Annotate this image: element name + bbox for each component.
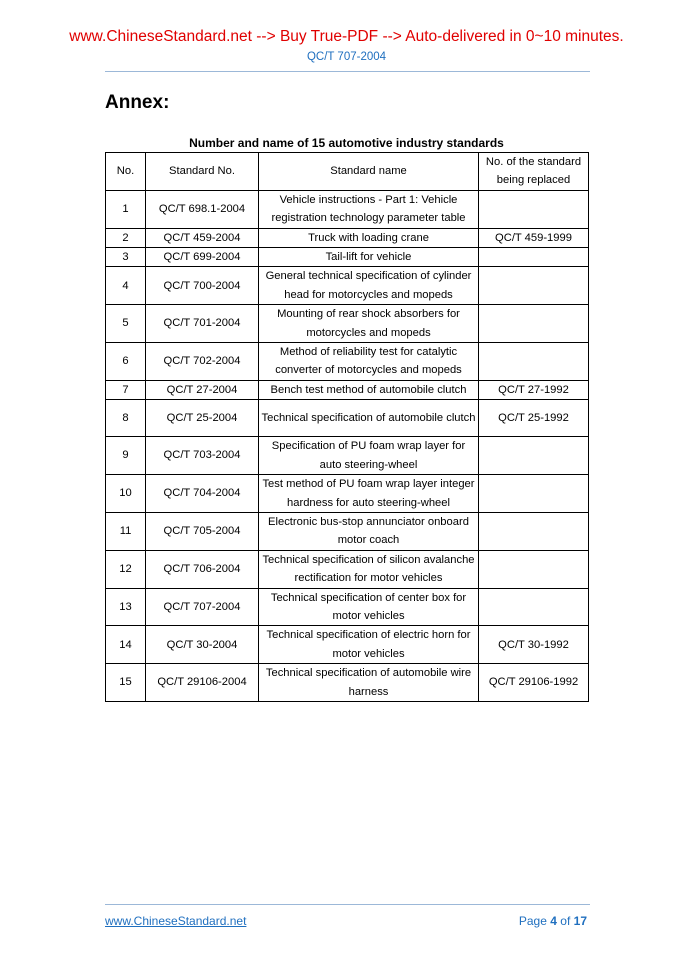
cell-replaced (479, 190, 589, 228)
column-header-replaced: No. of the standard being replaced (479, 153, 589, 191)
cell-no: 3 (106, 248, 146, 267)
table-row (106, 588, 589, 626)
cell-no: 10 (106, 475, 146, 513)
cell-replaced (479, 437, 589, 475)
cell-replaced (479, 550, 589, 588)
cell-no: 5 (106, 305, 146, 343)
cell-standard-no: QC/T 459-2004 (146, 228, 259, 247)
table-row (106, 190, 589, 228)
header-divider (105, 71, 590, 72)
cell-no: 12 (106, 550, 146, 588)
cell-standard-name: Specification of PU foam wrap layer for auto steering-wheel (259, 437, 479, 475)
page-total: 17 (573, 914, 587, 928)
table-row (106, 437, 589, 475)
table-row (106, 626, 589, 664)
column-header-standard-name: Standard name (259, 153, 479, 191)
table-row (106, 380, 589, 399)
column-header-no: No. (106, 153, 146, 191)
cell-no: 8 (106, 400, 146, 437)
cell-no: 14 (106, 626, 146, 664)
cell-replaced (479, 305, 589, 343)
cell-no: 6 (106, 343, 146, 381)
cell-no: 15 (106, 664, 146, 702)
page-indicator (519, 913, 587, 929)
cell-standard-name: Tail-lift for vehicle (259, 248, 479, 267)
cell-standard-name: Technical specification of center box for motor vehicles (259, 588, 479, 626)
cell-standard-name: Method of reliability test for catalytic converter of motorcycles and mopeds (259, 343, 479, 381)
cell-standard-no: QC/T 27-2004 (146, 380, 259, 399)
table-caption: Number and name of 15 automotive industry standards (189, 136, 504, 150)
cell-replaced: QC/T 27-1992 (479, 380, 589, 399)
cell-standard-no: QC/T 705-2004 (146, 512, 259, 550)
cell-no: 2 (106, 228, 146, 247)
footer-site-link[interactable]: www.ChineseStandard.net (105, 914, 247, 928)
cell-replaced: QC/T 29106-1992 (479, 664, 589, 702)
cell-standard-no: QC/T 699-2004 (146, 248, 259, 267)
cell-standard-name: Technical specification of silicon avalanche rectification for motor vehicles (259, 550, 479, 588)
cell-standard-name: Technical specification of automobile clutch (259, 400, 479, 437)
table-row (106, 400, 589, 437)
cell-standard-no: QC/T 706-2004 (146, 550, 259, 588)
cell-standard-no: QC/T 701-2004 (146, 305, 259, 343)
cell-standard-name: Electronic bus-stop annunciator onboard motor coach (259, 512, 479, 550)
cell-replaced (479, 475, 589, 513)
cell-standard-no: QC/T 25-2004 (146, 400, 259, 437)
table-row (106, 475, 589, 513)
cell-standard-no: QC/T 698.1-2004 (146, 190, 259, 228)
cell-standard-name: Truck with loading crane (259, 228, 479, 247)
footer-divider (105, 904, 590, 905)
table-header-row (106, 153, 589, 191)
column-header-standard-no: Standard No. (146, 153, 259, 191)
document-code: QC/T 707-2004 (306, 51, 387, 63)
cell-standard-no: QC/T 704-2004 (146, 475, 259, 513)
table-row (106, 267, 589, 305)
cell-standard-name: Mounting of rear shock absorbers for motorcycles and mopeds (259, 305, 479, 343)
page-prefix: Page (518, 914, 547, 928)
cell-standard-name: Technical specification of automobile wire harness (259, 664, 479, 702)
cell-replaced (479, 343, 589, 381)
cell-standard-name: General technical specification of cylinder head for motorcycles and mopeds (259, 267, 479, 305)
cell-standard-no: QC/T 702-2004 (146, 343, 259, 381)
cell-replaced: QC/T 459-1999 (479, 228, 589, 247)
table-row (106, 305, 589, 343)
cell-no: 1 (106, 190, 146, 228)
cell-no: 11 (106, 512, 146, 550)
page-of: of (560, 914, 571, 928)
table-row (106, 248, 589, 267)
cell-standard-no: QC/T 29106-2004 (146, 664, 259, 702)
cell-standard-name: Technical specification of electric horn for motor vehicles (259, 626, 479, 664)
cell-standard-no: QC/T 30-2004 (146, 626, 259, 664)
cell-standard-no: QC/T 707-2004 (146, 588, 259, 626)
cell-replaced (479, 267, 589, 305)
cell-no: 9 (106, 437, 146, 475)
cell-replaced (479, 588, 589, 626)
cell-replaced: QC/T 30-1992 (479, 626, 589, 664)
cell-no: 13 (106, 588, 146, 626)
page-current: 4 (550, 914, 557, 928)
table-row (106, 512, 589, 550)
table-row (106, 664, 589, 702)
cell-standard-no: QC/T 703-2004 (146, 437, 259, 475)
header-banner-link[interactable]: www.ChineseStandard.net --> Buy True-PDF --> Auto-delivered in 0~10 minutes. (69, 28, 624, 45)
cell-standard-no: QC/T 700-2004 (146, 267, 259, 305)
table-row (106, 343, 589, 381)
cell-standard-name: Test method of PU foam wrap layer integer hardness for auto steering-wheel (259, 475, 479, 513)
cell-no: 7 (106, 380, 146, 399)
cell-replaced (479, 248, 589, 267)
standards-table (105, 152, 589, 702)
cell-standard-name: Vehicle instructions - Part 1: Vehicle registration technology parameter table (259, 190, 479, 228)
table-row (106, 228, 589, 247)
table-row (106, 550, 589, 588)
cell-replaced: QC/T 25-1992 (479, 400, 589, 437)
annex-title: Annex: (105, 92, 170, 113)
cell-no: 4 (106, 267, 146, 305)
cell-standard-name: Bench test method of automobile clutch (259, 380, 479, 399)
cell-replaced (479, 512, 589, 550)
